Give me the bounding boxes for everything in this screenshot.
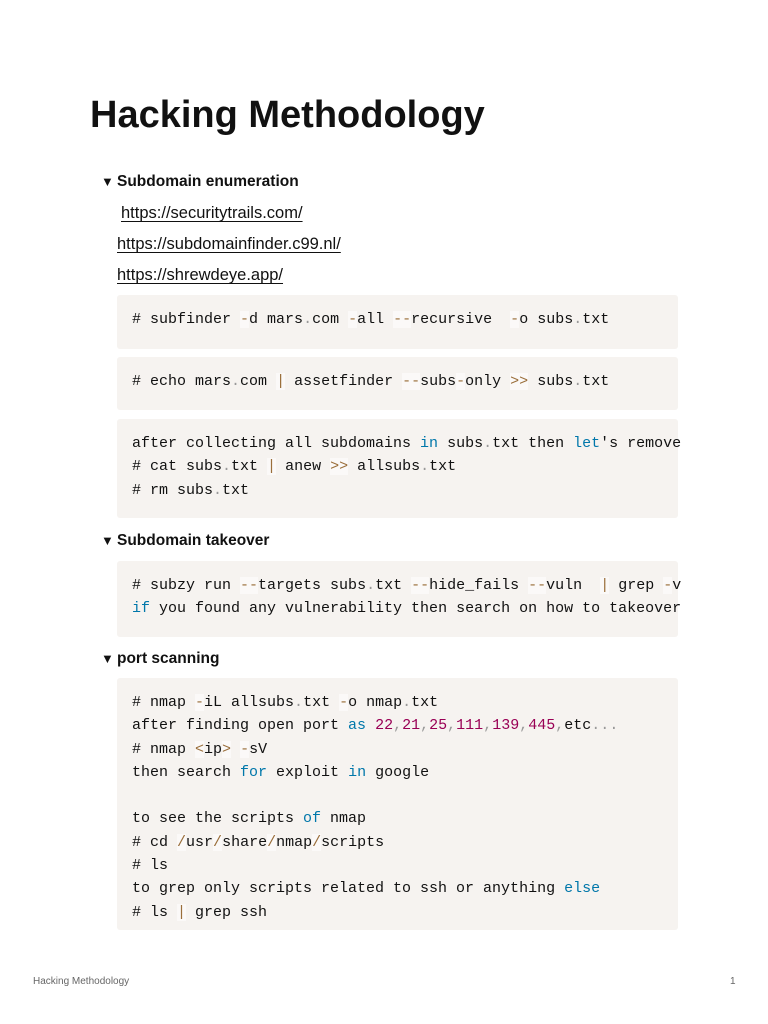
code-number: 445	[528, 717, 556, 735]
code-punctuation: .	[231, 373, 241, 390]
code-text: # echo mars	[132, 373, 232, 390]
link-shrewdeye[interactable]: https://shrewdeye.app/	[117, 266, 284, 284]
footer-document-title: Hacking Methodology	[33, 976, 130, 987]
code-text: # cd	[132, 833, 178, 851]
code-line	[132, 479, 663, 502]
code-number: 139	[492, 717, 520, 735]
code-text: # nmap	[132, 694, 196, 711]
code-line	[132, 597, 682, 620]
code-text: o nmap	[348, 694, 403, 711]
code-operator: |	[276, 373, 286, 390]
code-line	[132, 807, 663, 830]
code-text: to see the scripts	[132, 810, 304, 828]
code-operator: --	[528, 577, 547, 594]
code-line	[132, 854, 663, 877]
code-keyword: for	[240, 763, 268, 781]
code-punctuation: ,	[420, 717, 430, 735]
code-text	[366, 717, 375, 734]
code-keyword: in	[348, 763, 367, 781]
code-text: usr	[186, 833, 214, 851]
footer-page-number: 1	[730, 976, 736, 987]
code-text	[231, 741, 240, 758]
toggle-subdomain-takeover[interactable]	[101, 530, 269, 552]
code-text: after collecting all subdomains	[132, 435, 421, 452]
code-text: allsubs	[348, 458, 421, 476]
code-line	[132, 877, 663, 900]
code-text: assetfinder	[285, 373, 403, 390]
code-text: txt	[303, 694, 340, 711]
code-operator: -	[456, 373, 466, 390]
link-securitytrails[interactable]: https://securitytrails.com/	[121, 204, 303, 222]
code-punctuation: ,	[393, 717, 403, 735]
code-text: anew	[276, 458, 331, 476]
code-text: # ls	[132, 857, 169, 875]
code-operator: -	[348, 311, 358, 328]
code-punctuation: .	[222, 458, 232, 476]
code-text: # ls	[132, 903, 178, 921]
toggle-subdomain-enumeration[interactable]	[101, 171, 299, 193]
code-operator: /	[267, 833, 277, 851]
code-text: com	[240, 373, 277, 390]
code-text: then search	[132, 763, 241, 781]
code-operator: /	[312, 833, 322, 851]
code-keyword: if	[132, 600, 151, 618]
code-text: recursive	[411, 311, 511, 328]
toggle-heading: Subdomain enumeration	[117, 173, 299, 190]
code-text: iL allsubs	[204, 694, 295, 711]
code-punctuation: .	[609, 717, 619, 735]
code-block-nmap	[117, 678, 678, 930]
caret-down-icon[interactable]: ▼	[101, 651, 114, 666]
code-operator: -	[339, 694, 349, 711]
code-operator: >>	[510, 373, 529, 390]
code-punctuation: ,	[519, 717, 529, 735]
code-text: vuln	[546, 577, 601, 594]
code-operator: |	[600, 577, 610, 594]
code-text: txt	[411, 694, 439, 711]
code-punctuation: .	[213, 481, 223, 499]
code-punctuation: ,	[483, 717, 493, 735]
code-text: only	[465, 373, 511, 390]
code-punctuation: ,	[555, 717, 565, 735]
code-text: subs	[420, 373, 457, 390]
code-text: subs	[438, 435, 484, 452]
code-operator: --	[402, 373, 421, 390]
code-line	[132, 784, 663, 807]
code-operator: |	[267, 458, 277, 476]
code-operator: --	[411, 577, 430, 594]
code-punctuation: .	[303, 311, 313, 328]
code-operator: -	[663, 577, 673, 594]
code-number: 25	[429, 717, 448, 735]
code-text: share	[222, 833, 268, 851]
code-text: to grep only scripts related to ssh or anything	[132, 880, 565, 898]
code-operator: /	[177, 833, 187, 851]
code-text: scripts	[321, 833, 385, 851]
code-block-anew	[117, 419, 682, 518]
code-text: etc	[564, 717, 592, 735]
code-text: txt then	[492, 435, 574, 452]
code-text: hide_fails	[429, 577, 529, 594]
code-keyword: let	[573, 435, 601, 452]
code-line	[132, 574, 682, 597]
code-operator: --	[240, 577, 259, 594]
code-text: grep ssh	[186, 903, 268, 921]
code-text: nmap	[321, 810, 367, 828]
code-text: sV	[249, 740, 268, 758]
code-keyword: of	[303, 810, 322, 828]
code-line	[132, 901, 663, 924]
code-punctuation: .	[402, 694, 412, 711]
code-block-subzy	[117, 561, 682, 637]
code-text: txt	[429, 458, 457, 476]
code-text: # nmap	[132, 740, 196, 758]
code-punctuation: .	[600, 717, 610, 735]
code-line	[132, 308, 663, 331]
code-keyword: as	[348, 717, 367, 735]
code-line	[132, 738, 663, 761]
code-text: all	[357, 311, 394, 328]
link-subdomainfinder[interactable]: https://subdomainfinder.c99.nl/	[117, 235, 341, 253]
code-operator: >	[222, 740, 232, 758]
code-block-assetfinder	[117, 357, 678, 410]
code-operator: <	[195, 740, 205, 758]
code-text: txt	[222, 481, 250, 499]
code-punctuation: .	[483, 435, 493, 452]
code-text: exploit	[267, 763, 349, 781]
code-number: 22	[375, 717, 394, 735]
code-line	[132, 714, 663, 737]
code-keyword: in	[420, 435, 439, 452]
code-text: after finding open port	[132, 717, 349, 735]
toggle-heading: port scanning	[117, 650, 220, 667]
code-text: # cat subs	[132, 458, 223, 476]
code-operator: -	[240, 311, 250, 328]
code-line	[132, 691, 663, 714]
code-punctuation: .	[366, 577, 376, 594]
code-text: targets subs	[258, 577, 367, 594]
code-text: subs	[528, 373, 574, 390]
code-text: txt	[231, 458, 268, 476]
code-operator: -	[510, 311, 520, 328]
code-text: grep	[609, 577, 664, 594]
code-line	[132, 455, 663, 478]
code-text: you found any vulnerability then search on how to takeover	[150, 600, 682, 618]
code-text: # rm subs	[132, 481, 214, 499]
code-text: txt	[582, 373, 610, 390]
code-line	[132, 370, 663, 393]
code-text: v	[672, 577, 682, 594]
code-operator: -	[195, 694, 205, 711]
code-punctuation: .	[573, 373, 583, 390]
page-title: Hacking Methodology	[90, 94, 485, 136]
code-text: # subfinder	[132, 311, 241, 328]
code-punctuation: .	[294, 694, 304, 711]
caret-down-icon[interactable]: ▼	[101, 174, 114, 189]
caret-down-icon[interactable]: ▼	[101, 533, 114, 548]
code-text: # subzy run	[132, 577, 241, 594]
code-operator: /	[213, 833, 223, 851]
code-text: ip	[204, 740, 223, 758]
code-text: txt	[375, 577, 412, 594]
code-number: 111	[456, 717, 484, 735]
code-text: d mars	[249, 311, 304, 328]
code-operator: |	[177, 903, 187, 921]
code-keyword: else	[564, 880, 601, 898]
code-text: nmap	[276, 833, 313, 851]
code-line	[132, 761, 663, 784]
code-punctuation: ,	[447, 717, 457, 735]
code-text: txt	[582, 311, 610, 328]
toggle-heading: Subdomain takeover	[117, 532, 270, 549]
code-punctuation: .	[573, 311, 583, 328]
code-operator: -	[240, 740, 250, 758]
code-text: com	[312, 311, 349, 328]
code-block-subfinder	[117, 295, 678, 349]
code-number: 21	[402, 717, 421, 735]
code-text: 's remove	[600, 435, 682, 452]
code-operator: >>	[330, 458, 349, 476]
code-text: google	[366, 763, 430, 781]
toggle-port-scanning[interactable]	[101, 648, 219, 670]
code-line	[132, 432, 682, 455]
code-punctuation: .	[420, 458, 430, 476]
code-operator: --	[393, 311, 412, 328]
code-line	[132, 831, 663, 854]
code-text: o subs	[519, 311, 574, 328]
code-punctuation: .	[591, 717, 601, 735]
